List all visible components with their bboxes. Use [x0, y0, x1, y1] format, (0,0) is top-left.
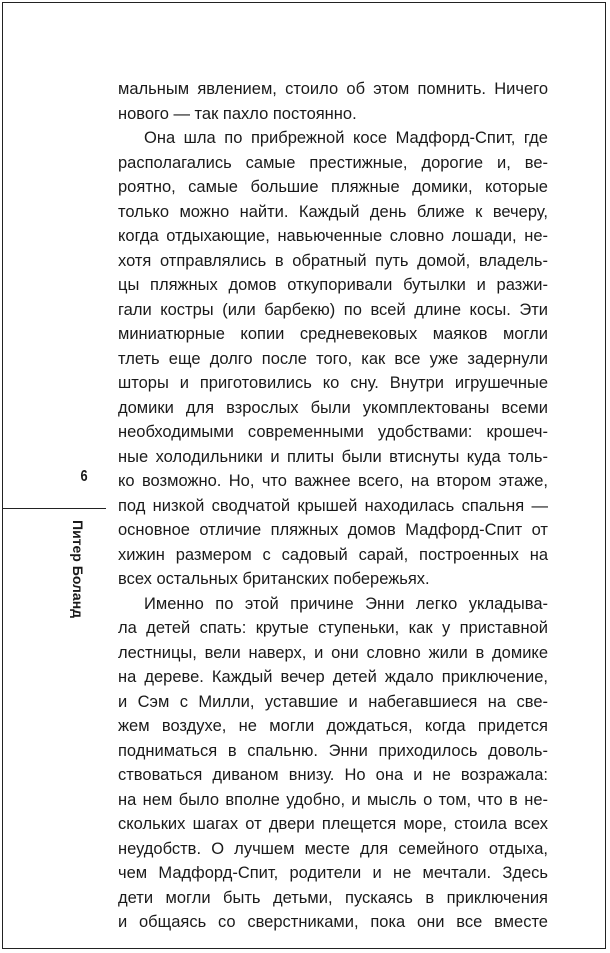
- text-line: мальным явлением, стоило об этом помнить. Ничего: [118, 80, 548, 98]
- text-line: располагались самые престижные, дорогие и, ве-: [118, 153, 548, 172]
- text-line: под низкой сводчатой крышей находилась спальня —: [118, 496, 548, 515]
- text-line: ла детей спать: крутые ступеньки, как у приставной: [118, 619, 548, 637]
- body-text: [118, 77, 548, 935]
- text-line: ко возможно. Но, что важнее всего, на втором этаже,: [118, 472, 548, 490]
- text-line: домики для взрослых были укомплектованы всеми: [118, 398, 548, 417]
- text-line: хотя отправлялись в обратный путь домой, владель-: [118, 251, 548, 270]
- text-line: на дереве. Каждый вечер детей ждало приключение,: [118, 668, 548, 686]
- running-title: Питер Боланд: [70, 520, 86, 619]
- text-line: нового — так пахло постоянно.: [118, 104, 357, 123]
- text-line: скольких шагах от двери плещется море, стоила всех: [118, 815, 548, 833]
- text-line: шторы и приготовились ко сну. Внутри игрушечные: [118, 374, 548, 392]
- text-line: жем воздухе, не могли дождаться, когда придется: [118, 717, 548, 735]
- text-line: роятно, самые большие пляжные домики, которые: [118, 178, 548, 196]
- text-line: всех остальных британских побережьях.: [118, 570, 430, 588]
- text-line: и Сэм с Милли, уставшие и набегавшиеся на све-: [118, 692, 548, 711]
- margin-rule: [2, 508, 106, 509]
- text-line: неудобств. О лучшем месте для семейного отдыха,: [118, 839, 548, 858]
- text-line: тлеть еще долго после того, как все уже задернули: [118, 349, 548, 368]
- text-line: когда отдыхающие, навьюченные словно лошади, не-: [118, 227, 548, 245]
- page-number: 6: [80, 468, 88, 485]
- text-line: Она шла по прибрежной косе Мадфорд-Спит, где: [144, 129, 548, 147]
- text-line: основное отличие пляжных домов Мадфорд-Спит от: [118, 521, 548, 539]
- text-line: цы пляжных домов откупоривали бутылки и разжи-: [118, 276, 548, 294]
- text-line: лестницы, вели наверх, и они словно жили в домике: [118, 643, 548, 662]
- text-line: ствоваться диваном внизу. Но она и не возражала:: [118, 766, 548, 784]
- text-line: Именно по этой причине Энни легко укладыва-: [144, 594, 548, 613]
- text-line: хижин размером с садовый сарай, построенных на: [118, 545, 548, 564]
- text-line: чем Мадфорд-Спит, родители и не мечтали. Здесь: [118, 864, 548, 882]
- text-line: миниатюрные копии средневековых маяков могли: [118, 325, 548, 343]
- text-line: подниматься в спальню. Энни приходилось доволь-: [118, 741, 548, 760]
- text-line: и общаясь со сверстниками, пока они все вместе: [118, 913, 548, 931]
- text-line: на нем было вполне удобно, и мысль о том, что в не-: [118, 790, 548, 809]
- text-line: дети могли быть детьми, пускаясь в приключения: [118, 888, 548, 907]
- text-line: ные холодильники и плиты были втиснуты куда толь-: [118, 447, 548, 466]
- text-line: гали костры (или барбекю) по всей длине косы. Эти: [118, 300, 548, 319]
- text-line: необходимыми современными удобствами: крошеч-: [118, 423, 548, 441]
- text-line: только можно найти. Каждый день ближе к вечеру,: [118, 202, 548, 221]
